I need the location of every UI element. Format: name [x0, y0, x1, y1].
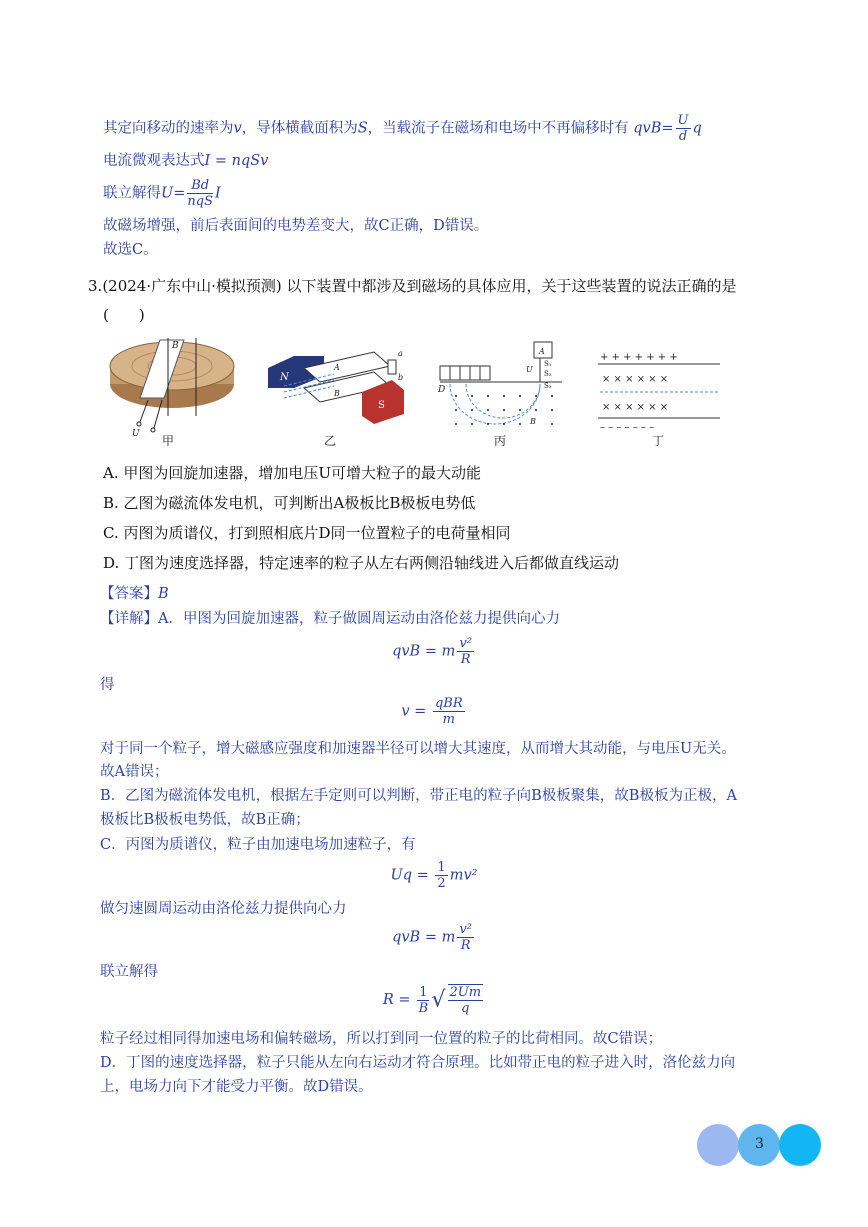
detail-b-line-1: B．乙图为磁流体发电机，根据左手定则可以判断，带正电的粒子向B极板聚集，故B极板为正极，A	[100, 788, 737, 804]
detail-d-line-1: D．丁图的速度选择器，粒子只能从左向右运动才符合原理。比如带正电的粒子进入时，洛伦兹力向	[100, 1055, 736, 1071]
svg-text:b: b	[398, 373, 404, 382]
svg-text:B: B	[530, 417, 536, 426]
detail-c-conclusion: 粒子经过相同得加速电场和偏转磁场，所以打到同一位置的粒子的比荷相同。故C错误；	[100, 1031, 663, 1047]
svg-text:N: N	[280, 372, 289, 383]
question-number: 3.	[88, 277, 103, 295]
detail-d-line-2: 上，电场力向下才能受力平衡。故D错误。	[100, 1079, 373, 1095]
detail-c-mid: 做匀速圆周运动由洛伦兹力提供向心力	[100, 901, 347, 917]
equation-2: v = $\frac{\text{qBR}}{m}$	[401, 696, 463, 727]
detail-c-intro: C．丙图为质谱仪，粒子由加速电场加速粒子，有	[100, 837, 416, 853]
svg-text:D: D	[438, 385, 446, 395]
figures-row	[106, 338, 726, 446]
option-c: C. 丙图为质谱仪，打到照相底片D同一位置粒子的电荷量相同	[103, 524, 511, 542]
svg-text:A: A	[539, 347, 545, 356]
svg-text:a: a	[398, 349, 403, 358]
page-decor-circle-3	[779, 1124, 821, 1166]
svg-text:S₁: S₁	[544, 360, 552, 368]
jia-U-label: U	[132, 429, 140, 439]
answer-value: B	[158, 586, 169, 602]
equation-3: Uq = $\frac{1}{2}$ mv²	[390, 860, 478, 891]
svg-text:S₂: S₂	[544, 370, 552, 378]
solution-line-4: 故磁场增强，前后表面间的电势差变大，故C正确，D错误。	[103, 218, 489, 234]
detail-a-intro: 【详解】A．甲图为回旋加速器，粒子做圆周运动由洛伦兹力提供向心力	[100, 611, 560, 627]
option-b: B. 乙图为磁流体发电机，可判断出A极板比B极板电势低	[103, 494, 476, 512]
svg-text:S₃: S₃	[544, 382, 552, 390]
svg-text:– – – – – – –: – – – – – – –	[600, 422, 655, 433]
figure-bing-mass-spectrometer	[436, 338, 566, 438]
question-stem	[88, 276, 737, 296]
solution-line-5: 故选C。	[103, 242, 158, 258]
equation-4: qvB = m $\frac{\text{v²}}{R}$	[392, 922, 472, 953]
question-source: (2024·广东中山·模拟预测)	[102, 277, 282, 295]
solution-line-2: 电流微观表达式I = nqSv	[103, 153, 269, 169]
option-a: A. 甲图为回旋加速器，增加电压U可增大粒子的最大动能	[103, 464, 482, 482]
yi-S-label: S	[378, 400, 385, 411]
figure-jia-cyclotron	[106, 338, 246, 446]
answer-line	[100, 585, 169, 603]
figure-label-ding: 丁	[652, 434, 665, 448]
equation-1: qvB = m $\frac{\text{v²}}{R}$	[392, 636, 472, 667]
detail-de: 得	[100, 677, 115, 693]
svg-text:A: A	[334, 363, 340, 372]
page-number: 3	[755, 1136, 764, 1152]
equation-5: R = $\frac{1}{B}$ √ $\frac{2Um}{q}$	[382, 984, 482, 1016]
fraction-Bd-over-nqS: $\frac{Bd}{\text{nqS}}$	[187, 178, 213, 209]
figure-label-jia: 甲	[162, 434, 175, 448]
figure-label-yi: 乙	[324, 434, 337, 448]
figure-label-bing: 丙	[494, 434, 507, 448]
fraction-U-over-d: $\frac{U}{d}$	[677, 113, 689, 144]
solution-line-3: 联立解得U= $\frac{Bd}{\text{nqS}}$ I	[103, 178, 221, 209]
option-d: D. 丁图为速度选择器，特定速率的粒子从左右两侧沿轴线进入后都做直线运动	[103, 554, 620, 572]
solution-line-1: 其定向移动的速率为v，导体横截面积为S，当载流子在磁场和电场中不再偏移时有 qvB= $\frac{U}{d}$ q	[103, 113, 702, 144]
figure-yi-mhd-generator	[264, 346, 414, 446]
svg-text:× × × × × ×: × × × × × ×	[602, 374, 669, 385]
page-decor-circle-1	[697, 1124, 739, 1166]
svg-text:U: U	[526, 365, 533, 374]
svg-text:× × × × × ×: × × × × × ×	[602, 402, 669, 413]
question-text: 以下装置中都涉及到磁场的具体应用，关于这些装置的说法正确的是	[286, 277, 737, 295]
jia-B-label: B	[172, 341, 179, 351]
answer-blank: ( )	[103, 306, 145, 324]
figure-ding-velocity-selector	[596, 348, 724, 438]
svg-text:+ + + + + + +: + + + + + + +	[600, 352, 678, 363]
detail-lianli: 联立解得	[100, 964, 158, 980]
detail-a-conclusion: 对于同一个粒子，增大磁感应强度和加速器半径可以增大其速度，从而增大其动能，与电压U无关。	[100, 741, 736, 757]
svg-text:B: B	[334, 389, 340, 398]
answer-tag: 【答案】	[100, 586, 158, 602]
detail-a-wrong: 故A错误；	[100, 764, 169, 780]
detail-b-line-2: 极板比B极板电势低，故B正确；	[100, 812, 310, 828]
